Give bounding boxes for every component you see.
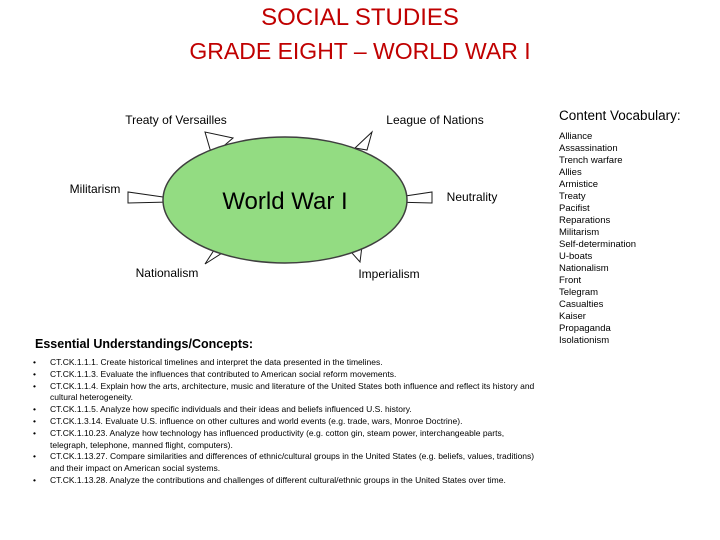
vocabulary-item: Allies <box>559 167 582 178</box>
vocabulary-heading: Content Vocabulary: <box>559 108 681 123</box>
page-title: SOCIAL STUDIES <box>261 4 459 31</box>
concept-web-diagram <box>0 0 560 300</box>
node-neutrality: Neutrality <box>446 190 498 204</box>
vocabulary-item: Pacifist <box>559 203 590 214</box>
page-subtitle: GRADE EIGHT – WORLD WAR I <box>189 38 531 64</box>
vocabulary-item: Reparations <box>559 215 611 226</box>
understanding-item: • CT.CK.1.13.27. Compare similarities and differences of ethnic/cultural groups in the United States (e.g. beliefs, values, traditions) and their impact on American social systems. <box>33 451 538 475</box>
vocabulary-item: Assassination <box>559 143 618 154</box>
vocabulary-item: Treaty <box>559 191 586 202</box>
vocabulary-item: Alliance <box>559 131 593 142</box>
understanding-item: • CT.CK.1.10.23. Analyze how technology has influenced productivity (e.g. cotton gin, steam power, interchangeable parts, telegraph, telephone, manned flight, computers). <box>33 428 538 452</box>
spoke-league <box>355 132 372 150</box>
node-militarism: Militarism <box>69 182 121 196</box>
vocabulary-item: Propaganda <box>559 323 611 334</box>
content-vocabulary-panel <box>559 107 719 347</box>
vocabulary-item: Nationalism <box>559 263 609 274</box>
vocabulary-item: Militarism <box>559 227 600 238</box>
vocabulary-item: Trench warfare <box>559 155 623 166</box>
vocabulary-item: Casualties <box>559 299 604 310</box>
node-league-of-nations: League of Nations <box>386 113 484 127</box>
essential-understandings-list <box>33 357 538 487</box>
vocabulary-item: Telegram <box>559 287 599 298</box>
essential-understandings-heading: Essential Understandings/Concepts: <box>35 337 254 351</box>
vocabulary-item: Kaiser <box>559 311 586 322</box>
vocabulary-item: Front <box>559 275 582 286</box>
understanding-item: • CT.CK.1.1.5. Analyze how specific individuals and their ideas and beliefs influenced U.S. history. <box>33 404 538 416</box>
node-imperialism: Imperialism <box>358 267 420 281</box>
understanding-item: • CT.CK.1.1.3. Evaluate the influences that contributed to American social reform movements. <box>33 369 538 381</box>
node-nationalism: Nationalism <box>135 266 199 280</box>
node-treaty-of-versailles: Treaty of Versailles <box>125 113 227 127</box>
vocabulary-list <box>559 131 719 347</box>
vocabulary-item: Armistice <box>559 179 599 190</box>
center-label: World War I <box>222 188 348 215</box>
understanding-item: • CT.CK.1.13.28. Analyze the contributions and challenges of different cultural/ethnic groups in the United States over time. <box>33 475 538 487</box>
understanding-item: • CT.CK.1.1.4. Explain how the arts, architecture, music and literature of the United States both influence and reflect its history and cultural heterogeneity. <box>33 381 538 405</box>
understanding-item: • CT.CK.1.1.1. Create historical timelines and interpret the data presented in the timelines. <box>33 357 538 369</box>
vocabulary-item: Self-determination <box>559 239 637 250</box>
vocabulary-item: U-boats <box>559 251 593 262</box>
vocabulary-item: Isolationism <box>559 335 610 346</box>
understanding-item: • CT.CK.1.3.14. Evaluate U.S. influence on other cultures and world events (e.g. trade, wars, Monroe Doctrine). <box>33 416 538 428</box>
